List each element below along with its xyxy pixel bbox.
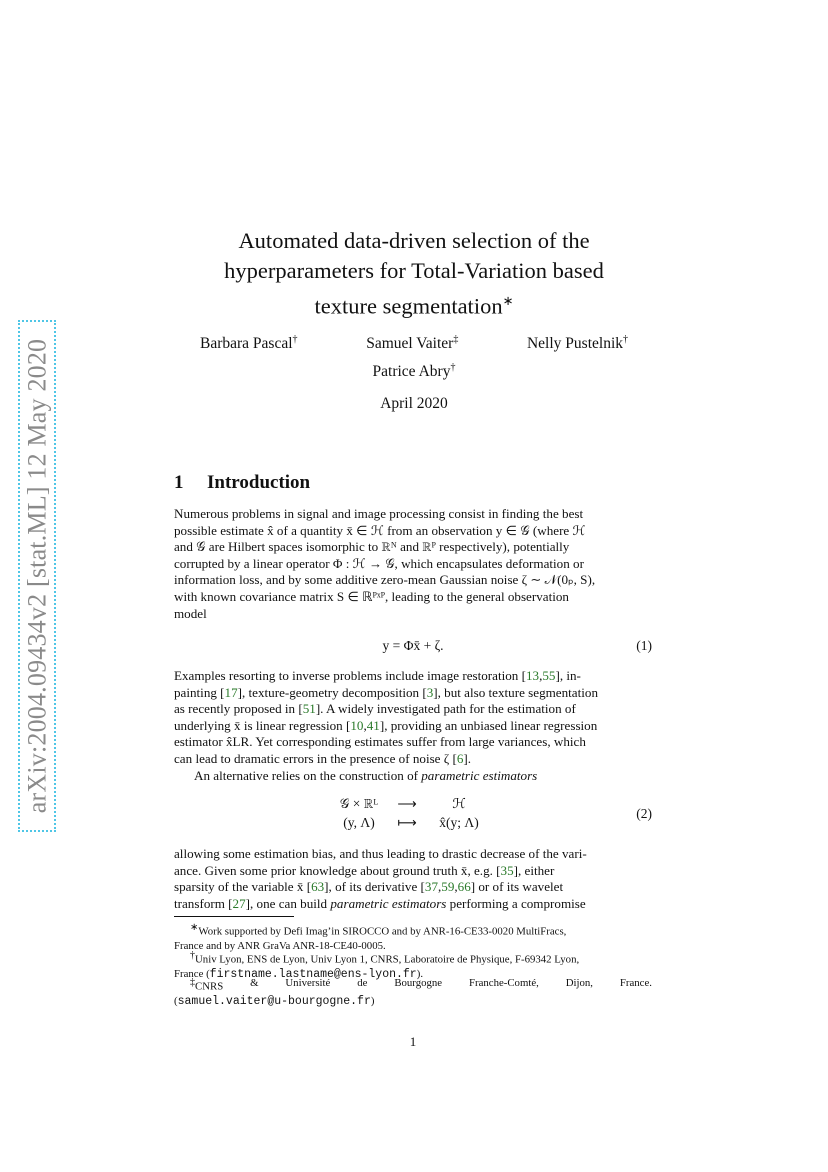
citation-link[interactable]: 10 — [350, 717, 364, 733]
author-4-mark[interactable]: † — [450, 362, 456, 373]
page-number: 1 — [409, 1034, 417, 1049]
argument: (y, Λ) — [343, 815, 375, 830]
codomain: ℋ — [452, 796, 466, 811]
author-list — [200, 334, 628, 353]
para3-line-2 — [174, 863, 652, 880]
para3-line-4 — [174, 896, 652, 913]
citation-link[interactable]: 37 — [424, 879, 438, 895]
para2-line-2 — [174, 685, 652, 702]
title-line-1: Automated data-driven selection of the — [238, 228, 590, 253]
text: Franche-Comté, — [468, 977, 539, 989]
text: ], of its derivative [ — [324, 879, 425, 895]
text: underlying x̄ is linear regression [ — [174, 717, 351, 733]
footnote-mark: † — [190, 950, 195, 961]
text: performing a compromise — [446, 895, 586, 911]
text: ], either — [513, 862, 555, 878]
text: & — [250, 977, 259, 989]
para1-line-5: information loss, and by some additive zero-mean Gaussian noise ζ ∼ 𝒩(0ₚ, S), — [174, 572, 596, 588]
footnote-3-line-2 — [174, 994, 652, 1009]
para2-line-6 — [174, 751, 652, 768]
equation-1-number: (1) — [636, 638, 652, 653]
footnote-mark: ∗ — [190, 922, 199, 933]
para3-line-1: allowing some estimation bias, and thus leading to drastic decrease of the vari- — [174, 846, 587, 861]
citation-link[interactable]: 41 — [366, 717, 380, 733]
arxiv-stamp[interactable] — [18, 320, 56, 832]
text: ( — [174, 994, 178, 1007]
text — [190, 976, 223, 994]
text: ], texture-geometry decomposition [ — [237, 684, 427, 700]
emphasis: parametric estimators — [421, 767, 538, 783]
citation-link[interactable]: 35 — [500, 862, 514, 878]
text: as recently proposed in [ — [174, 701, 303, 717]
author-1-mark[interactable]: † — [292, 334, 298, 345]
citation-link[interactable]: 55 — [542, 668, 556, 683]
text: can lead to dramatic errors in the presence of noise ζ [ — [174, 750, 457, 766]
para1-line-3: and 𝒢 are Hilbert spaces isomorphic to ℝᴺ and ℝᴾ respectively), potentially — [174, 539, 570, 555]
email-link[interactable]: firstname.lastname@ens-lyon.fr — [209, 967, 417, 981]
title-line-3 — [174, 286, 654, 322]
para3-line-3: sparsity of the variable x̄ [63], of its derivative [37,59,66] or of its wavelet — [174, 879, 564, 895]
text: ] or of its wavelet — [470, 879, 564, 895]
section-heading — [174, 472, 310, 494]
text: ], providing an unbiased linear regression — [379, 717, 598, 733]
section-title: Introduction — [207, 472, 311, 493]
citation-link[interactable]: 27 — [232, 895, 246, 911]
footnote-2-line-1 — [174, 949, 652, 967]
emphasis: parametric estimators — [330, 895, 447, 911]
text: CNRS — [195, 980, 224, 993]
footnote-mark: ‡ — [190, 977, 195, 988]
paragraph-3 — [174, 846, 652, 912]
citation-link[interactable]: 51 — [302, 701, 316, 717]
text: France. — [619, 977, 652, 989]
maps-to-arrow: ⟼ — [397, 815, 417, 830]
para2-line-3 — [174, 701, 652, 718]
estimator: x̂(y; Λ) — [439, 815, 479, 830]
text: Bourgogne — [394, 977, 443, 989]
text: Work supported by Defi Imag’in SIROCCO and by ANR-16-CE33-0020 MultiFracs, — [198, 925, 567, 938]
text: ], one can build — [245, 895, 331, 911]
paper-title — [174, 226, 654, 322]
para1-line-2: possible estimate x̂ of a quantity x̄ ∈ ℋ from an observation y ∈ 𝒢 (where ℋ — [174, 522, 586, 538]
text: Université — [285, 977, 331, 989]
para1-line-7: model — [174, 605, 207, 621]
citation-link[interactable]: 63 — [311, 879, 325, 895]
arrow: ⟶ — [397, 796, 417, 811]
paper-date: April 2020 — [380, 395, 448, 412]
equation-2 — [174, 796, 652, 836]
author-3-name: Nelly Pustelnik — [526, 335, 623, 353]
author-2-name: Samuel Vaiter — [366, 335, 454, 353]
author-2-mark[interactable]: ‡ — [453, 334, 459, 345]
section-number: 1 — [174, 472, 184, 493]
citation-link[interactable]: 66 — [457, 879, 471, 895]
para1-line-6: with known covariance matrix S ∈ ℝᴾˣᴾ, leading to the general observation — [174, 588, 569, 604]
footnote-1 — [174, 921, 652, 953]
para2-line-7 — [174, 768, 652, 785]
para2-line-5: estimator x̂LR. Yet corresponding estimates suffer from large variances, which — [174, 734, 586, 750]
text: painting [ — [174, 684, 225, 700]
author-3 — [527, 334, 628, 353]
author-4-name: Patrice Abry — [372, 363, 451, 381]
para1-line-1: Numerous problems in signal and image processing consist in finding the best — [174, 506, 584, 521]
equation-2-row-2 — [334, 815, 494, 833]
text: Univ Lyon, ENS de Lyon, Univ Lyon 1, CNRS, Laboratoire de Physique, F-69342 Lyon, — [195, 953, 580, 966]
text: de — [357, 977, 368, 989]
para2-line-1: Examples resorting to inverse problems include image restoration [13,55], in- — [174, 668, 581, 683]
email-link[interactable]: samuel.vaiter@u-bourgogne.fr — [177, 994, 371, 1008]
author-4 — [174, 362, 654, 381]
title-line-3-text: texture segmentation — [314, 293, 503, 319]
equation-2-row-1 — [334, 796, 494, 814]
domain: 𝒢 × ℝᴸ — [339, 796, 379, 811]
text: ) — [370, 994, 375, 1007]
author-1 — [200, 334, 298, 353]
text: sparsity of the variable x̄ [ — [174, 879, 312, 895]
para1-line-4: corrupted by a linear operator Φ : ℋ → 𝒢, which encapsulates deformation or — [174, 555, 584, 571]
text: ]. — [463, 750, 472, 766]
footnote-divider — [174, 916, 294, 917]
equation-2-number: (2) — [636, 806, 652, 821]
footnote-3 — [174, 976, 652, 1009]
text: Examples resorting to inverse problems include image restoration [ — [174, 668, 526, 683]
text: Dijon, — [565, 977, 594, 989]
text: ], but also texture segmentation — [433, 684, 598, 700]
title-footnote-mark[interactable]: ∗ — [502, 293, 514, 308]
footnote-3-line-1 — [174, 976, 652, 994]
author-2 — [366, 334, 458, 353]
footnote-1-line-2: France and by ANR GraVa ANR-18-CE40-0005. — [174, 939, 386, 952]
equation-1-expression: y = Φx̄ + ζ. — [382, 638, 444, 653]
citation-link[interactable]: 6 — [456, 750, 464, 766]
author-3-mark[interactable]: † — [623, 334, 628, 345]
text: ). — [416, 967, 424, 980]
para2-line-4: underlying x̄ is linear regression [10,41], providing an unbiased linear regression — [174, 717, 598, 733]
text: transform [ — [174, 895, 233, 911]
paragraph-1 — [174, 506, 652, 622]
text: France ( — [174, 967, 210, 980]
text: ], in- — [555, 668, 581, 683]
text: An alternative relies on the construction of — [194, 767, 422, 783]
author-1-name: Barbara Pascal — [200, 335, 293, 353]
arxiv-stamp-text: arXiv:2004.09434v2 [stat.ML] 12 May 2020 — [22, 338, 52, 814]
citation-link[interactable]: 3 — [426, 684, 434, 700]
paragraph-2 — [174, 668, 652, 784]
footnote-1-line-1 — [174, 921, 652, 939]
citation-link[interactable]: 17 — [224, 684, 238, 700]
citation-link[interactable]: 59 — [441, 879, 455, 895]
title-line-2: hyperparameters for Total-Variation based — [224, 258, 604, 283]
text: ance. Given some prior knowledge about ground truth x̄, e.g. [ — [174, 862, 501, 878]
citation-link[interactable]: 13 — [525, 668, 540, 683]
text: ]. A widely investigated path for the estimation of — [315, 701, 576, 717]
